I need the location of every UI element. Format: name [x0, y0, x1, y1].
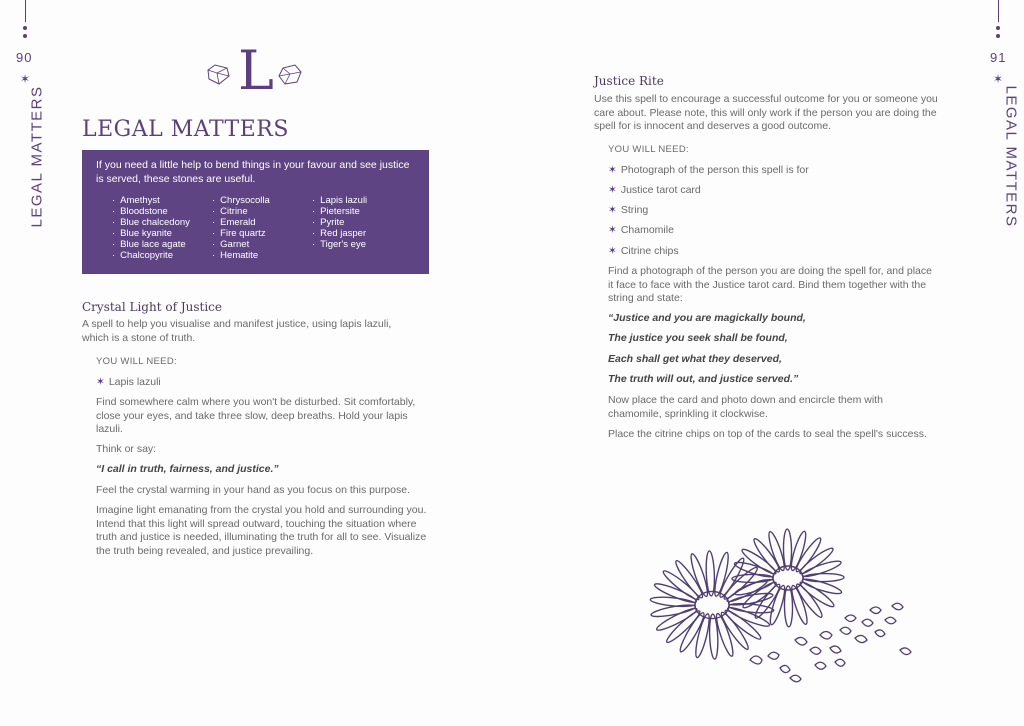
- spell-intro: Use this spell to encourage a successful outcome for you or someone you care about. Please note, this will only work if the person you are doing the spell for is innocent and deserves a good outcome.: [594, 93, 938, 132]
- right-page-number: 91: [990, 50, 1007, 65]
- left-margin-dot: [23, 26, 27, 30]
- stone-item: · Chalcopyrite: [112, 250, 190, 261]
- right-margin-dot: [996, 26, 1000, 30]
- chant-line: The justice you seek shall be found,: [608, 332, 788, 344]
- stone-item: · Blue lace agate: [112, 239, 190, 250]
- spell-step: Find a photograph of the person you are doing the spell for, and place it face to face with the Justice tarot card. Bind them together with the string and state:: [608, 265, 932, 304]
- star-icon: ✶: [608, 204, 617, 216]
- flower-petal: [673, 559, 705, 600]
- stones-column: [112, 195, 190, 261]
- stone-item: · Red jasper: [312, 228, 367, 239]
- crystal-icon: [205, 64, 231, 86]
- right-side-title: LEGAL MATTERS: [1002, 85, 1020, 228]
- left-side-title: LEGAL MATTERS: [28, 85, 46, 228]
- stone-item: · Pietersite: [312, 206, 367, 217]
- star-icon: ✶: [608, 164, 617, 176]
- chant-line: Each shall get what they deserved,: [608, 353, 782, 365]
- spell-step: Imagine light emanating from the crystal you hold and surrounding you. Intend that this light will spread outward, touching the situation where truth and justice is needed, illuminating the truth for all to see. Visualize the truth being revealed, and justice prevailing.: [96, 504, 427, 557]
- flower-petal: [803, 573, 844, 582]
- you-will-need-label: YOU WILL NEED:: [608, 144, 689, 155]
- star-icon: ✶: [20, 72, 31, 86]
- spell-step: Find somewhere calm where you won't be disturbed. Sit comfortably, close your eyes, and take three slow, deep breaths. Hold your lapis lazuli.: [96, 396, 416, 435]
- stones-intro: If you need a little help to bend things in your favour and see justice is served, these stones are useful.: [96, 159, 410, 185]
- ingredient-item: ✶ Lapis lazuli: [96, 376, 161, 388]
- stone-item: · Citrine: [212, 206, 270, 217]
- star-icon: ✶: [608, 224, 617, 236]
- think-or-say: Think or say:: [96, 443, 157, 455]
- spell-title: Justice Rite: [594, 74, 664, 88]
- star-icon: ✶: [96, 376, 105, 388]
- left-page-number: 90: [16, 50, 33, 65]
- stone-item: · Chrysocolla: [212, 195, 270, 206]
- left-margin-line: [25, 0, 26, 22]
- stone-item: · Blue kyanite: [112, 228, 190, 239]
- citrine-chips-illustration: [750, 603, 911, 682]
- stone-item: · Amethyst: [112, 195, 190, 206]
- flower-petal: [719, 610, 751, 651]
- stone-item: · Tiger's eye: [312, 239, 367, 250]
- stone-item: · Emerald: [212, 217, 270, 228]
- stone-item: · Hematite: [212, 250, 270, 261]
- stones-box: [82, 150, 429, 274]
- spell-title: Crystal Light of Justice: [82, 300, 222, 314]
- spell-step: Now place the card and photo down and encircle them with chamomile, sprinkling it clockwise.: [608, 394, 883, 420]
- chant-line: “Justice and you are magickally bound,: [608, 312, 806, 324]
- spell-step: Feel the crystal warming in your hand as you focus on this purpose.: [96, 484, 410, 496]
- section-title: LEGAL MATTERS: [82, 117, 289, 142]
- spell-intro: A spell to help you visualise and manifest justice, using lapis lazuli, which is a stone of truth.: [82, 318, 392, 344]
- stone-item: · Garnet: [212, 239, 270, 250]
- spell-step: Place the citrine chips on top of the cards to seal the spell's success.: [608, 428, 927, 440]
- stone-item: · Bloodstone: [112, 206, 190, 217]
- star-icon: ✶: [608, 184, 617, 196]
- ingredient-item: ✶ Photograph of the person this spell is for: [608, 164, 809, 176]
- flower-petal: [783, 529, 792, 570]
- stone-item: · Fire quartz: [212, 228, 270, 239]
- star-icon: ✶: [608, 245, 617, 257]
- flower-petal: [726, 605, 771, 629]
- chamomile-flower-illustration: [630, 510, 930, 695]
- stone-item: · Blue chalcedony: [112, 217, 190, 228]
- right-margin-line: [998, 0, 999, 22]
- ingredient-item: ✶ Chamomile: [608, 224, 674, 236]
- flower-petal: [653, 581, 698, 605]
- chapter-letter: L: [238, 39, 274, 102]
- flower-petal: [732, 574, 773, 583]
- stone-item: · Lapis lazuli: [312, 195, 367, 206]
- flower-petal: [677, 611, 707, 654]
- stones-column: [312, 195, 367, 250]
- spell-quote: “I call in truth, fairness, and justice.”: [96, 463, 279, 475]
- ingredient-item: ✶ String: [608, 204, 649, 216]
- chant-line: The truth will out, and justice served.”: [608, 373, 799, 385]
- right-margin-dot: [996, 34, 1000, 38]
- stone-item: · Pyrite: [312, 217, 367, 228]
- ingredient-item: ✶ Citrine chips: [608, 245, 679, 257]
- you-will-need-label: YOU WILL NEED:: [96, 356, 177, 367]
- ingredient-item: ✶ Justice tarot card: [608, 184, 701, 196]
- stones-column: [212, 195, 270, 261]
- flower-petal: [784, 586, 793, 627]
- left-margin-dot: [23, 34, 27, 38]
- star-icon: ✶: [993, 72, 1004, 86]
- crystal-icon: [277, 64, 303, 86]
